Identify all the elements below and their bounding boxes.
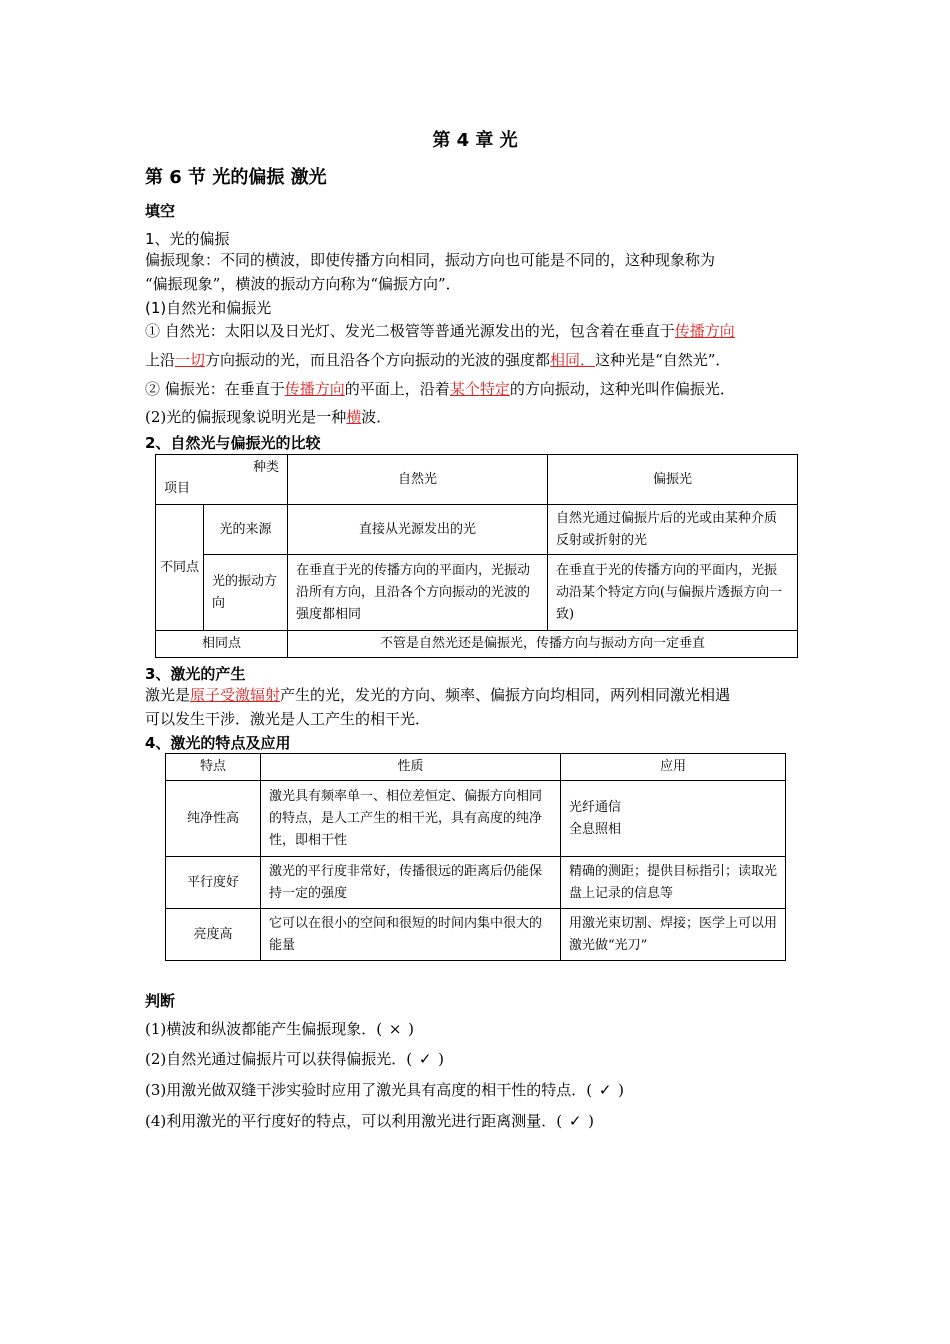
judge-mark: ✓ (418, 1050, 432, 1068)
polarized-blank-1: 传播方向 (284, 380, 345, 398)
natural-blank-2: 一切 (175, 351, 206, 369)
row-property: 激光具有频率单一、相位差恒定、偏振方向相同的特点，是人工产生的相干光，具有高度的纯净性，即相干性 (261, 781, 561, 857)
section-title: 第 6 节 光的偏振 激光 (145, 167, 327, 188)
s3-line2: 可以发生干涉．激光是人工产生的相干光． (145, 710, 431, 728)
natural-light-line1 (145, 319, 735, 343)
s1-heading: 1、光的偏振 (145, 230, 230, 248)
judge-close: ) (588, 1112, 594, 1130)
row1-label: 光的来源 (204, 505, 288, 555)
laser-table (165, 753, 786, 961)
judge-item (145, 1018, 414, 1039)
s1-intro-line2: “偏振现象”，横波的振动方向称为“偏振方向”． (145, 275, 461, 293)
polarized-text-c: 的方向振动，这种光叫作偏振光． (509, 380, 735, 398)
judge-close: ) (408, 1020, 414, 1038)
diff-label: 不同点 (156, 505, 204, 631)
s3-text-a: 激光是 (145, 686, 191, 704)
s1-sub2 (145, 405, 391, 429)
judge-item (145, 1079, 624, 1100)
s3-line1 (145, 683, 730, 707)
judge-text: (4)利用激光的平行度好的特点，可以利用激光进行距离测量．( (145, 1112, 563, 1130)
fill-heading: 填空 (145, 202, 176, 220)
polarized-light-line (145, 377, 735, 401)
corner-cell (156, 455, 288, 505)
chapter-title: 第 4 章 光 (432, 130, 518, 151)
row-application (561, 781, 786, 857)
row2-label: 光的振动方向 (204, 555, 288, 631)
row-property: 激光的平行度非常好，传播很远的距离后仍能保持一定的强度 (261, 857, 561, 909)
row-application: 精确的测距；提供目标指引；读取光盘上记录的信息等 (561, 857, 786, 909)
s1-sub2-text-a: (2)光的偏振现象说明光是一种 (145, 408, 347, 426)
judge-heading: 判断 (145, 992, 176, 1010)
judge-mark: × (388, 1020, 402, 1038)
natural-text-d: 这种光是“自然光”． (595, 351, 731, 369)
row-property: 它可以在很小的空间和很短的时间内集中很大的能量 (261, 909, 561, 961)
s3-heading: 3、激光的产生 (145, 665, 246, 683)
polarized-text-a: ② 偏振光：在垂直于 (145, 380, 285, 398)
s1-sub1: (1)自然光和偏振光 (145, 299, 272, 317)
row2-polarized: 在垂直于光的传播方向的平面内，光振动沿某个特定方向(与偏振片透振方向一致) (548, 555, 798, 631)
natural-text-a: ① 自然光：太阳以及日光灯、发光二极管等普通光源发出的光，包含着在垂直于 (145, 322, 675, 340)
corner-bottom: 项目 (164, 481, 191, 496)
polarized-text-b: 的平面上，沿着 (344, 380, 450, 398)
s1-sub2-blank: 横 (346, 408, 362, 426)
row-application: 用激光束切割、焊接；医学上可以用激光做“光刀” (561, 909, 786, 961)
table-row (156, 455, 798, 505)
natural-blank-1: 传播方向 (674, 322, 735, 340)
table-row (156, 555, 798, 631)
row-feature: 纯净性高 (166, 781, 261, 857)
header-property: 性质 (261, 754, 561, 781)
header-application: 应用 (561, 754, 786, 781)
header-natural: 自然光 (288, 455, 548, 505)
header-feature: 特点 (166, 754, 261, 781)
row2-natural: 在垂直于光的传播方向的平面内，光振动沿所有方向，且沿各个方向振动的光波的强度都相同 (288, 555, 548, 631)
same-text: 不管是自然光还是偏振光，传播方向与振动方向一定垂直 (288, 631, 798, 658)
table-row (166, 909, 786, 961)
natural-text-b: 上沿 (145, 351, 176, 369)
row1-natural: 直接从光源发出的光 (288, 505, 548, 555)
judge-text: (3)用激光做双缝干涉实验时应用了激光具有高度的相干性的特点．( (145, 1081, 593, 1099)
s3-text-b: 产生的光，发光的方向、频率、偏振方向均相同，两列相同激光相遇 (280, 686, 731, 704)
judge-close: ) (438, 1050, 444, 1068)
table-row (156, 505, 798, 555)
table-row (166, 781, 786, 857)
s1-sub2-text-b: 波． (361, 408, 392, 426)
s2-heading: 2、自然光与偏振光的比较 (145, 434, 321, 452)
judge-mark: ✓ (598, 1081, 612, 1099)
header-polarized: 偏振光 (548, 455, 798, 505)
polarized-blank-2: 某个特定 (449, 380, 510, 398)
s3-blank: 原子受激辐射 (190, 686, 281, 704)
judge-item (145, 1110, 594, 1131)
s1-intro-line1: 偏振现象：不同的横波，即使传播方向相同，振动方向也可能是不同的，这种现象称为 (145, 251, 716, 269)
application-line: 光纤通信 (569, 799, 622, 815)
row-feature: 亮度高 (166, 909, 261, 961)
judge-text: (2)自然光通过偏振片可以获得偏振光．( (145, 1050, 413, 1068)
row-feature: 平行度好 (166, 857, 261, 909)
table-row (166, 754, 786, 781)
comparison-table (155, 454, 798, 658)
s4-heading: 4、激光的特点及应用 (145, 734, 291, 752)
row1-polarized: 自然光通过偏振片后的光或由某种介质反射或折射的光 (548, 505, 798, 555)
judge-close: ) (618, 1081, 624, 1099)
application-line: 全息照相 (569, 821, 622, 837)
same-label: 相同点 (156, 631, 288, 658)
judge-mark: ✓ (568, 1112, 582, 1130)
judge-item (145, 1048, 444, 1069)
table-row (166, 857, 786, 909)
corner-top: 种类 (252, 460, 279, 475)
table-row (156, 631, 798, 658)
natural-light-line2 (145, 348, 730, 372)
natural-blank-3: 相同． (550, 351, 596, 369)
natural-text-c: 方向振动的光，而且沿各个方向振动的光波的强度都 (205, 351, 551, 369)
judge-text: (1)横波和纵波都能产生偏振现象．( (145, 1020, 383, 1038)
